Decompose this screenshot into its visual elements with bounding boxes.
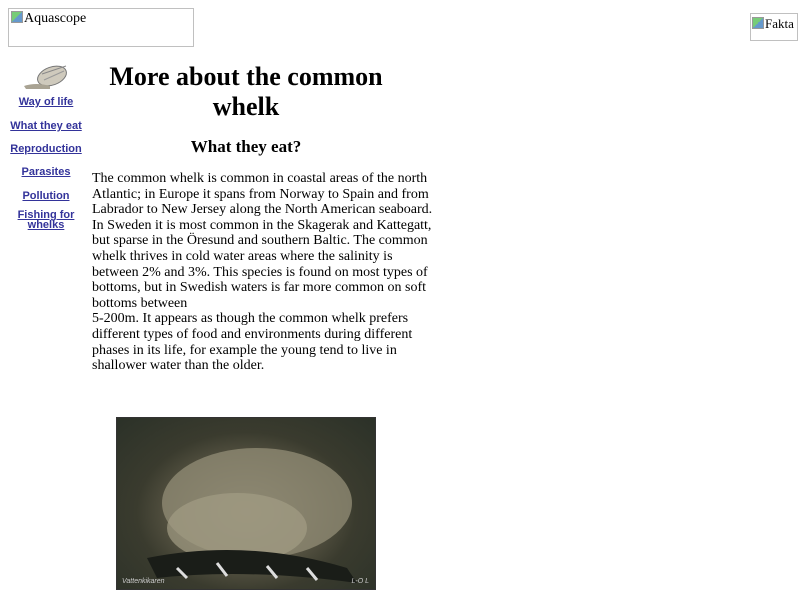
broken-image-icon xyxy=(752,17,764,29)
text-line: bottoms, but in Swedish waters is far more common on soft xyxy=(92,280,427,296)
nav-parasites[interactable]: Parasites xyxy=(21,166,71,178)
nav-what-they-eat[interactable]: What they eat xyxy=(10,120,82,132)
photo-credit-source: Vattenkikaren xyxy=(122,578,165,585)
text-line: but sparse in the Öresund and southern Baltic. The common xyxy=(92,233,428,249)
text-line: shallower water than the older. xyxy=(92,358,265,374)
text-line: bottoms between xyxy=(92,295,188,311)
text-line: The common whelk is common in coastal areas of the north xyxy=(92,171,428,186)
whelk-icon xyxy=(22,62,70,90)
page-title: More about the common whelk xyxy=(109,62,383,121)
text-line: between 2% and 3%. This species is found on most types of xyxy=(92,264,428,280)
text-line: phases in its life, for example the young tend to live in xyxy=(92,342,397,358)
logo-alt-text: Aquascope xyxy=(24,11,87,26)
broken-image-icon xyxy=(11,11,23,23)
fakta-alt-text: Fakta xyxy=(765,16,794,31)
nav-reproduction[interactable]: Reproduction xyxy=(10,143,82,155)
text-line: 5-200m. It appears as though the common whelk prefers xyxy=(92,311,409,327)
fakta-image[interactable] xyxy=(750,13,798,41)
nav-pollution[interactable]: Pollution xyxy=(22,190,70,202)
whelk-photo xyxy=(116,417,376,590)
nav-fishing-for-whelks[interactable]: Fishing for whelks xyxy=(17,209,75,231)
text-line: Atlantic; in Europe it spans from Norway to Spain and from xyxy=(92,186,429,202)
nav-way-of-life[interactable]: Way of life xyxy=(18,96,74,108)
aquascope-logo-image[interactable] xyxy=(8,8,194,47)
section-heading: What they eat? xyxy=(190,137,302,156)
text-line: whelk thrives in cold water areas where the salinity is xyxy=(92,248,393,264)
text-line: Labrador to New Jersey along the North American seaboard. xyxy=(92,202,433,218)
text-line: different types of food and environments during different xyxy=(92,326,413,342)
body-paragraph xyxy=(92,171,433,374)
text-line: In Sweden it is most common in the Skagerak and Kattegatt, xyxy=(92,217,432,233)
photo-credit-photographer: L-O L xyxy=(351,578,369,585)
whelk-shell-shape xyxy=(117,418,376,590)
